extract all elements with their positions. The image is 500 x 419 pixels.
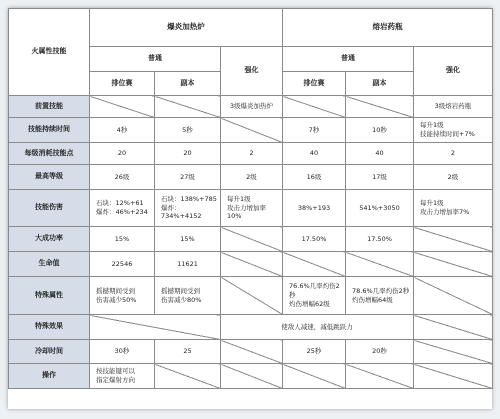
table-row (9, 96, 493, 118)
table-cell: 5秒 (155, 118, 221, 143)
table-row (9, 277, 493, 315)
row-header: 技能持续时间 (9, 118, 90, 143)
table-cell: 2 (221, 143, 283, 165)
empty-cell (221, 118, 283, 143)
empty-cell (221, 252, 283, 277)
sub-header-dungeon: 副本 (155, 72, 221, 96)
table-row (9, 165, 493, 190)
table-cell: 22546 (90, 252, 155, 277)
sub-header-rank: 排位赛 (283, 72, 346, 96)
table-cell: 10秒 (346, 118, 414, 143)
row-header: 特殊效果 (9, 315, 90, 340)
merged-effect-cell: 使敌人减速，减低跳跃力 (221, 315, 414, 340)
empty-cell (155, 96, 221, 118)
empty-cell (414, 277, 493, 315)
row-header: 操作 (9, 364, 90, 389)
table-cell: 石块：12%+61 爆炸：46%+234 (90, 190, 155, 227)
empty-cell (414, 340, 493, 364)
mode-normal-header: 普通 (283, 47, 414, 72)
table-cell: 3级熔岩药瓶 (414, 96, 493, 118)
empty-cell (221, 227, 283, 252)
row-header: 生命值 (9, 252, 90, 277)
table-row (9, 340, 493, 364)
empty-cell (346, 96, 414, 118)
table-row (9, 227, 493, 252)
empty-cell (414, 252, 493, 277)
table-row (9, 315, 493, 340)
sub-header-dungeon: 副本 (346, 72, 414, 96)
table-cell: 2级 (414, 165, 493, 190)
table-cell: 20秒 (346, 340, 414, 364)
row-header: 每级消耗技能点 (9, 143, 90, 165)
table-cell: 27级 (155, 165, 221, 190)
table-cell: 11621 (155, 252, 221, 277)
table-row (9, 252, 493, 277)
table-cell: 26级 (90, 165, 155, 190)
table-cell: 17.50% (283, 227, 346, 252)
empty-cell (221, 364, 283, 389)
empty-cell (414, 364, 493, 389)
table-cell: 40 (283, 143, 346, 165)
empty-cell (221, 277, 283, 315)
table-cell: 摇撼期间受到 伤害减少80% (155, 277, 221, 315)
table-cell: 17.50% (346, 227, 414, 252)
empty-cell (221, 340, 283, 364)
table-cell: 15% (90, 227, 155, 252)
table-cell: 20 (90, 143, 155, 165)
table-cell: 石块：138%+785 爆炸：734%+4152 (155, 190, 221, 227)
table-cell: 3级爆炎加热炉 (221, 96, 283, 118)
table-cell: 30秒 (90, 340, 155, 364)
row-header: 技能伤害 (9, 190, 90, 227)
table-cell: 2 (414, 143, 493, 165)
empty-cell (414, 315, 493, 340)
table-cell: 38%+193 (283, 190, 346, 227)
table-cell: 541%+3050 (346, 190, 414, 227)
table-cell: 16级 (283, 165, 346, 190)
table-cell: 76.6%几率灼伤2秒 灼伤增幅62级 (283, 277, 346, 315)
table-row (9, 143, 493, 165)
table-row (9, 364, 493, 389)
table-cell: 15% (155, 227, 221, 252)
mode-strong-header: 强化 (221, 47, 283, 96)
table-cell: 78.6%几率灼伤2秒 灼伤增幅64级 (346, 277, 414, 315)
table-cell: 25 (155, 340, 221, 364)
table-row (9, 118, 493, 143)
skill-comparison-table (8, 8, 493, 389)
row-header: 大成功率 (9, 227, 90, 252)
empty-cell (283, 364, 346, 389)
row-header: 冷却时间 (9, 340, 90, 364)
table-row (9, 190, 493, 227)
empty-cell (283, 252, 346, 277)
empty-cell (346, 252, 414, 277)
empty-cell (155, 364, 221, 389)
empty-cell (283, 96, 346, 118)
table-cell: 每升1级 攻击力增加率10% (221, 190, 283, 227)
group-header-blast-furnace: 爆炎加热炉 (90, 9, 283, 47)
corner-header: 火属性技能 (9, 9, 90, 96)
table-cell: 每升1级 技能持续时间+7% (414, 118, 493, 143)
row-header: 前置技能 (9, 96, 90, 118)
row-header: 最高等级 (9, 165, 90, 190)
empty-cell (414, 227, 493, 252)
table-cell: 4秒 (90, 118, 155, 143)
row-header: 特殊属性 (9, 277, 90, 315)
empty-cell (90, 96, 155, 118)
table-cell: 40 (346, 143, 414, 165)
table-cell: 20 (155, 143, 221, 165)
table-cell: 按技能键可以 指定爆射方向 (90, 364, 155, 389)
table-cell: 每升1级 攻击力增加率7% (414, 190, 493, 227)
table-cell: 17级 (346, 165, 414, 190)
table-cell: 7秒 (283, 118, 346, 143)
group-header-lava-flask: 熔岩药瓶 (283, 9, 493, 47)
mode-normal-header: 普通 (90, 47, 221, 72)
mode-strong-header: 强化 (414, 47, 493, 96)
table-cell: 25秒 (283, 340, 346, 364)
table-cell: 摇撼期间受到 伤害减少50% (90, 277, 155, 315)
empty-cell (90, 315, 221, 340)
table-cell: 2级 (221, 165, 283, 190)
sub-header-rank: 排位赛 (90, 72, 155, 96)
empty-cell (346, 364, 414, 389)
